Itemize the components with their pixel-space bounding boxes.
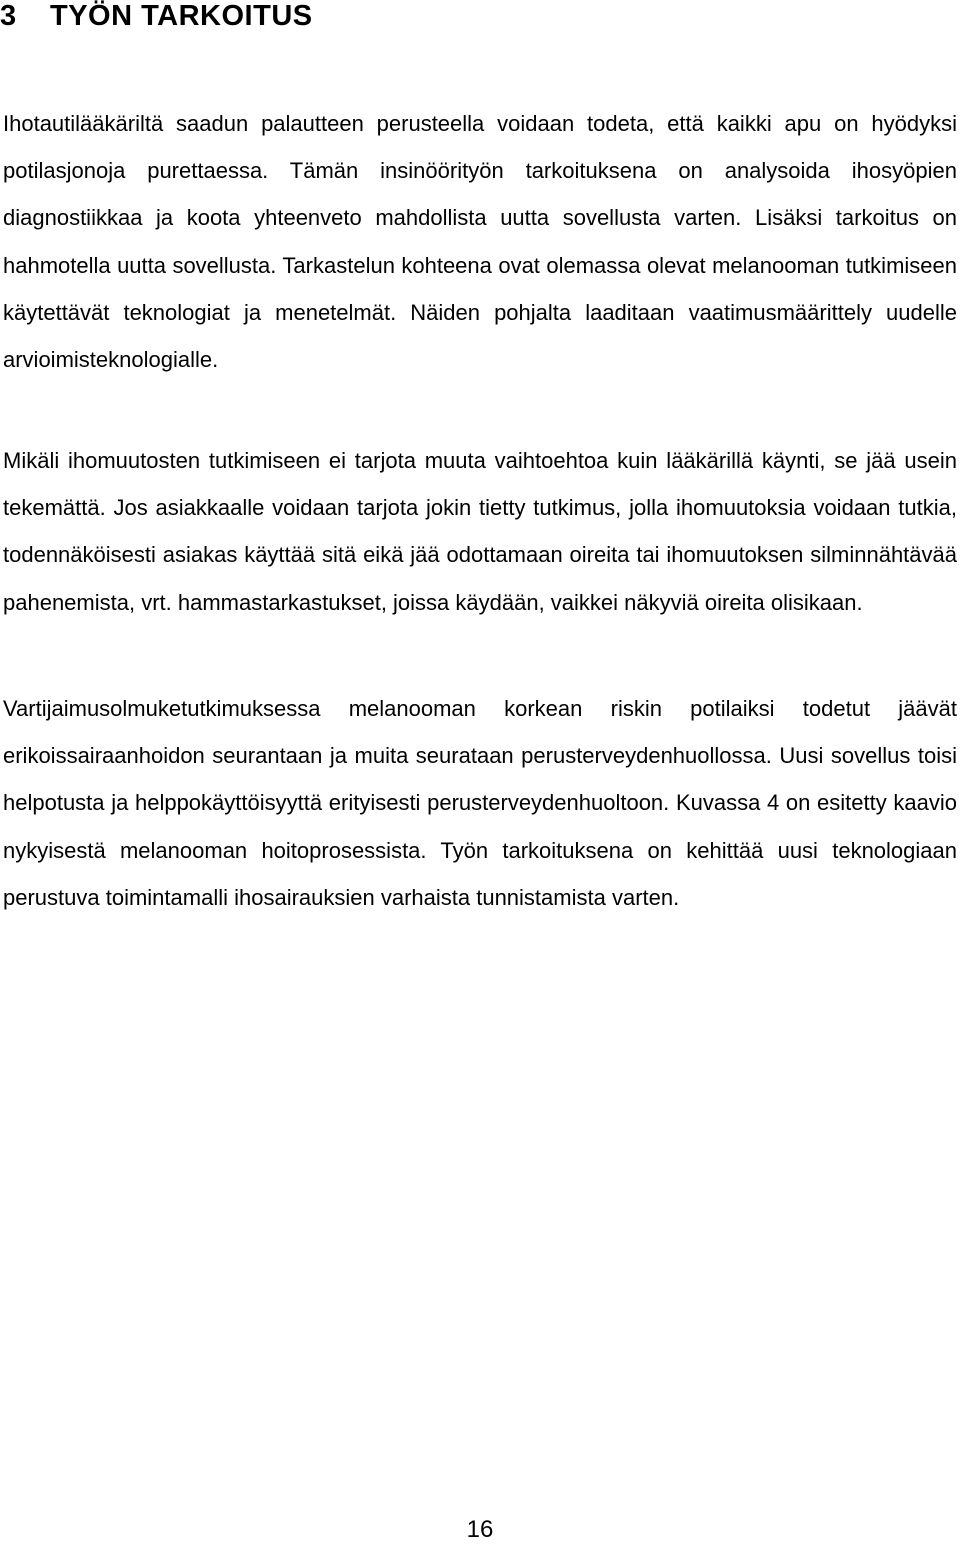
chapter-title: TYÖN TARKOITUS xyxy=(50,0,313,32)
chapter-number: 3 xyxy=(0,0,17,32)
body-paragraph-2: Mikäli ihomuutosten tutkimiseen ei tarjota muuta vaihtoehtoa kuin lääkärillä käynti, se jää usein tekemättä. Jos asiakkaalle voidaan tarjota jokin tietty tutkimus, jolla ihomuutoksia voidaan tutkia, todennäköisesti asiakas käyttää sitä eikä jää odottamaan oireita tai ihomuutoksen silminnähtävää pahenemista, vrt. hammastarkastukset, joissa käydään, vaikkei näkyviä oireita olisikaan. xyxy=(3,448,957,615)
body-paragraph-3: Vartijaimusolmuketutkimuksessa melanooman korkean riskin potilaiksi todetut jäävät erikoissairaanhoidon seurantaan ja muita seurataan perusterveydenhuollossa. Uusi sovellus toisi helpotusta ja helppokäyttöisyyttä erityisesti perusterveydenhuoltoon. Kuvassa 4 on esitetty kaavio nykyisestä melanooman hoitoprosessista. Työn tarkoituksena on kehittää uusi teknologiaan perustuva toimintamalli ihosairauksien varhaista tunnistamista varten. xyxy=(3,696,957,910)
chapter-heading xyxy=(0,0,313,38)
body-paragraph-1: Ihotautilääkäriltä saadun palautteen perusteella voidaan todeta, että kaikki apu on hyödyksi potilasjonoja purettaessa. Tämän insinöörityön tarkoituksena on analysoida ihosyöpien diagnostiikkaa ja koota yhteenveto mahdollista uutta sovellusta varten. Lisäksi tarkoitus on hahmotella uutta sovellusta. Tarkastelun kohteena ovat olemassa olevat melanooman tutkimiseen käytettävät teknologiat ja menetelmät. Näiden pohjalta laaditaan vaatimusmäärittely uudelle arvioimisteknologialle. xyxy=(3,111,957,373)
page-number: 16 xyxy=(466,1516,494,1543)
